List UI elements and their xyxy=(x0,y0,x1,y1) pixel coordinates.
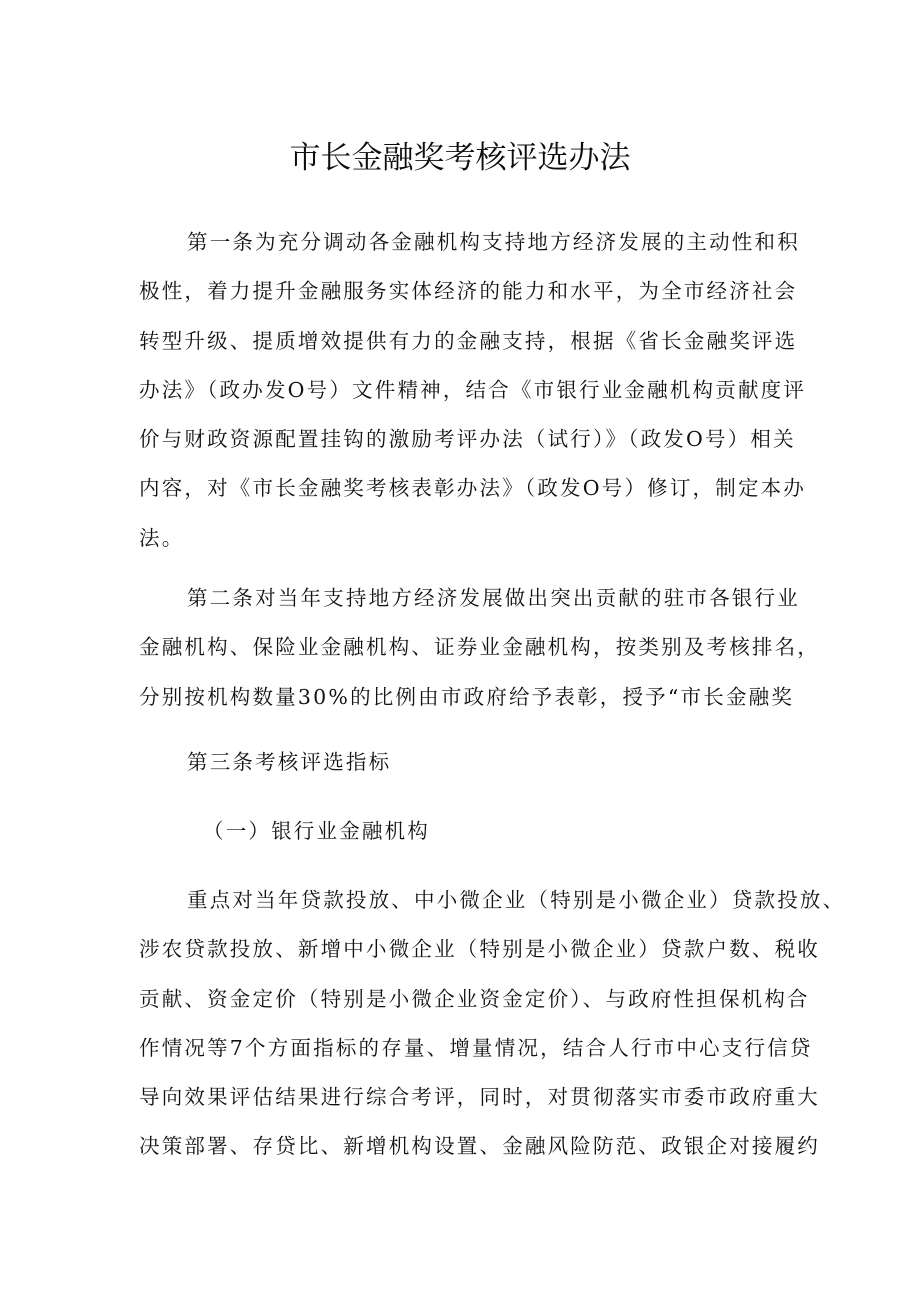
text-line: 第二条对当年支持地方经济发展做出突出贡献的驻市各银行业 xyxy=(187,586,800,610)
text-line: 价与财政资源配置挂钩的激励考评办法（试行）》（政发O号）相关 xyxy=(139,427,796,452)
text-line: 金融机构、保险业金融机构、证券业金融机构，按类别及考核排名， xyxy=(139,635,820,660)
text-line: 决策部署、存贷比、新增机构设置、金融风险防范、政银企对接履约 xyxy=(139,1134,820,1159)
text-line: 分别按机构数量30%的比例由市政府给予表彰，授予“市长金融奖 xyxy=(139,684,795,709)
text-line: 法。 xyxy=(139,525,185,550)
text-line: 第一条为充分调动各金融机构支持地方经济发展的主动性和积 xyxy=(187,230,800,254)
article-1-paragraph xyxy=(139,218,807,563)
article-3-heading xyxy=(139,738,784,787)
section-1-heading xyxy=(139,807,784,856)
text-line: （一）银行业金融机构 xyxy=(203,819,430,843)
text-line: 作情况等7个方面指标的存量、增量情况，结合人行市中心支行信贷 xyxy=(139,1035,813,1060)
text-line: 极性，着力提升金融服务实体经济的能力和水平，为全市经济社会 xyxy=(139,279,798,304)
text-line: 导向效果评估结果进行综合考评，同时，对贯彻落实市委市政府重大 xyxy=(139,1085,820,1110)
text-line: 内容，对《市长金融奖考核表彰办法》（政发O号）修订，制定本办 xyxy=(139,476,807,501)
text-line: 涉农贷款投放、新增中小微企业（特别是小微企业）贷款户数、税收 xyxy=(139,937,820,962)
text-line: 转型升级、提质增效提供有力的金融支持，根据《省长金融奖评选 xyxy=(139,328,798,353)
document-title: 市长金融奖考核评选办法 xyxy=(289,140,631,176)
section-1-body xyxy=(139,876,846,1172)
text-line: 重点对当年贷款投放、中小微企业（特别是小微企业）贷款投放、 xyxy=(187,888,846,912)
text-line: 贡献、资金定价（特别是小微企业资金定价）、与政府性担保机构合 xyxy=(139,986,810,1011)
article-2-paragraph xyxy=(139,574,820,722)
text-line: 办法》（政办发O号）文件精神，结合《市银行业金融机构贡献度评 xyxy=(139,377,807,402)
text-line: 第三条考核评选指标 xyxy=(187,750,392,774)
